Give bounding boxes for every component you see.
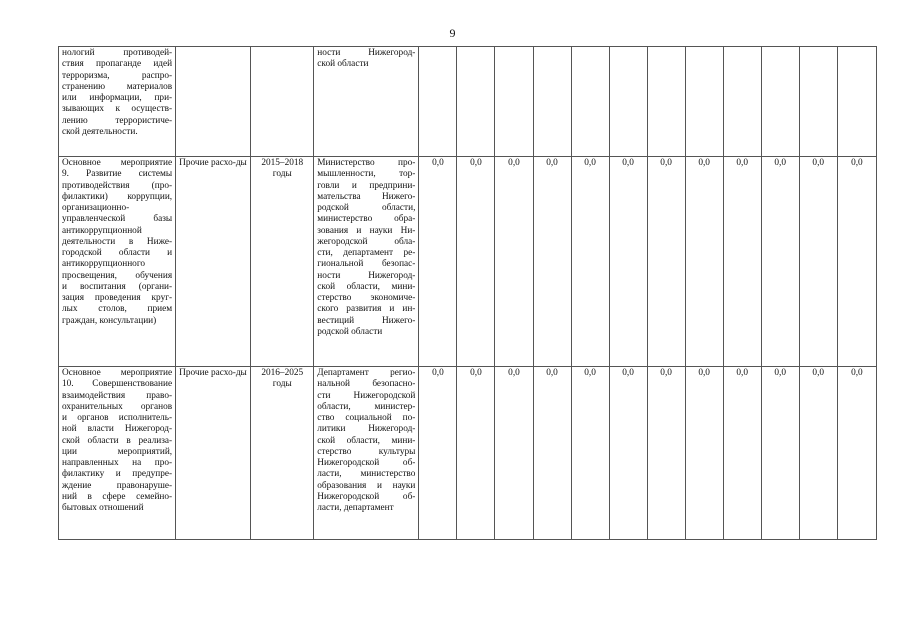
event-description-cell-line: ствия пропаганде идей bbox=[62, 59, 173, 70]
table-row bbox=[59, 47, 877, 157]
executor-cell-line: вестиций Нижего- bbox=[317, 315, 416, 326]
executor-cell-line: ской области, мини- bbox=[317, 435, 416, 446]
event-description-cell-line: и воспитания (органи- bbox=[62, 281, 173, 292]
value-cell bbox=[533, 47, 571, 157]
event-description-cell-line: организационно- bbox=[62, 203, 130, 213]
event-description-cell-line: нологий противодей- bbox=[62, 48, 173, 58]
event-description-cell-line: антикоррупционного bbox=[62, 259, 146, 270]
executor-cell-line: области, министер- bbox=[317, 401, 416, 412]
value-cell: 0,0 bbox=[495, 367, 533, 540]
value-cell: 0,0 bbox=[419, 367, 457, 540]
executor-cell-line: родской области, bbox=[317, 203, 416, 213]
period-cell: 2015–2018 годы bbox=[251, 157, 314, 367]
executor-cell bbox=[314, 367, 419, 540]
executor-cell-line: родской области bbox=[317, 326, 383, 337]
executor-cell-line: сти, департамент ре- bbox=[317, 248, 416, 258]
value-cell: 0,0 bbox=[571, 157, 609, 367]
executor-cell-line: ство социальной по- bbox=[317, 413, 416, 423]
executor-cell-line: ности Нижегород- bbox=[317, 270, 416, 281]
value-cell: 0,0 bbox=[457, 367, 495, 540]
executor-cell-line: мательства Нижего- bbox=[317, 191, 416, 202]
event-description-cell bbox=[59, 47, 176, 157]
page-number: 9 bbox=[449, 26, 456, 40]
executor-cell-line: стерство культуры bbox=[317, 446, 416, 457]
period-cell: 2016–2025 годы bbox=[251, 367, 314, 540]
event-description-cell-line: городской области и bbox=[62, 248, 173, 258]
value-cell: 0,0 bbox=[647, 157, 685, 367]
value-cell: 0,0 bbox=[837, 157, 876, 367]
event-description-cell-line: охранительных органов bbox=[62, 401, 173, 412]
event-description-cell-line: 9. Развитие системы bbox=[62, 169, 173, 180]
event-description-cell-line: зывающих к осуществ- bbox=[62, 104, 173, 115]
value-cell bbox=[837, 47, 876, 157]
value-cell: 0,0 bbox=[723, 367, 761, 540]
event-description-cell-line: Основное мероприятие bbox=[62, 368, 173, 378]
event-description-cell-line: филактику и предупре- bbox=[62, 469, 173, 480]
executor-cell-line: ской области bbox=[317, 59, 369, 70]
executor-cell bbox=[314, 47, 419, 157]
value-cell: 0,0 bbox=[571, 367, 609, 540]
executor-cell-line: говли и предприни- bbox=[317, 180, 416, 191]
value-cell bbox=[571, 47, 609, 157]
value-cell bbox=[761, 47, 799, 157]
value-cell: 0,0 bbox=[457, 157, 495, 367]
executor-cell bbox=[314, 157, 419, 367]
executor-cell-line: Департамент регио- bbox=[317, 368, 416, 378]
event-description-cell-line: или информации, при- bbox=[62, 93, 173, 103]
executor-cell-line: образования и науки bbox=[317, 480, 416, 491]
value-cell bbox=[647, 47, 685, 157]
event-description-cell-line: и органов исполнитель- bbox=[62, 413, 173, 423]
executor-cell-line: ности Нижегород- bbox=[317, 48, 416, 58]
executor-cell-line: зования и науки Ни- bbox=[317, 225, 416, 236]
event-description-cell-line: лых столов, прием bbox=[62, 304, 173, 315]
value-cell bbox=[799, 47, 837, 157]
value-cell: 0,0 bbox=[837, 367, 876, 540]
executor-cell-line: литики Нижегород- bbox=[317, 424, 416, 435]
value-cell: 0,0 bbox=[761, 157, 799, 367]
value-cell bbox=[609, 47, 647, 157]
value-cell: 0,0 bbox=[609, 367, 647, 540]
event-description-cell-line: ждение правонаруше- bbox=[62, 480, 173, 491]
event-description-cell-line: зация проведения круг- bbox=[62, 293, 173, 303]
executor-cell-line: нальной безопасно- bbox=[317, 379, 416, 390]
event-description-cell bbox=[59, 157, 176, 367]
executor-cell-line: жегородской обла- bbox=[317, 236, 416, 247]
event-description-cell-line: бытовых отношений bbox=[62, 503, 144, 513]
event-description-cell-line: управленческой базы bbox=[62, 214, 173, 225]
event-description-cell-line: направленных на про- bbox=[62, 458, 173, 468]
executor-cell-line: ской области, мини- bbox=[317, 281, 416, 292]
event-description-cell-line: граждан, консультации) bbox=[62, 315, 157, 326]
value-cell bbox=[723, 47, 761, 157]
event-description-cell-line: Основное мероприятие bbox=[62, 158, 173, 168]
table-row bbox=[59, 157, 877, 367]
value-cell: 0,0 bbox=[533, 157, 571, 367]
funding-source-cell: Прочие расхо-ды bbox=[176, 157, 251, 367]
event-description-cell-line: взаимодействия право- bbox=[62, 390, 173, 401]
funding-source-cell: Прочие расхо-ды bbox=[176, 367, 251, 540]
executor-cell-line: стерство экономиче- bbox=[317, 293, 416, 303]
executor-cell-line: Нижегородской об- bbox=[317, 491, 416, 502]
event-description-cell-line: противодействия (про- bbox=[62, 180, 173, 191]
value-cell: 0,0 bbox=[685, 367, 723, 540]
executor-cell-line: Нижегородской об- bbox=[317, 458, 416, 468]
event-description-cell-line: ской деятельности. bbox=[62, 126, 138, 137]
event-description-cell-line: ции мероприятий, bbox=[62, 446, 173, 457]
value-cell bbox=[457, 47, 495, 157]
executor-cell-line: гиональной безопас- bbox=[317, 259, 416, 270]
event-description-cell-line: терроризма, распро- bbox=[62, 70, 173, 81]
executor-cell-line: министерство обра- bbox=[317, 214, 416, 225]
event-description-cell-line: антикоррупционной bbox=[62, 225, 142, 236]
event-description-cell-line: просвещения, обучения bbox=[62, 270, 173, 281]
event-description-cell-line: лению террористиче- bbox=[62, 115, 173, 126]
event-description-cell-line: 10. Совершенствование bbox=[62, 379, 173, 390]
value-cell: 0,0 bbox=[799, 157, 837, 367]
value-cell: 0,0 bbox=[609, 157, 647, 367]
event-description-cell bbox=[59, 367, 176, 540]
event-description-cell-line: ской области в реализа- bbox=[62, 435, 173, 446]
executor-cell-line: мышленности, тор- bbox=[317, 169, 416, 180]
value-cell: 0,0 bbox=[647, 367, 685, 540]
event-description-cell-line: странению материалов bbox=[62, 81, 173, 92]
executor-cell-line: сти Нижегородской bbox=[317, 390, 416, 401]
event-description-cell-line: деятельности в Ниже- bbox=[62, 236, 173, 247]
value-cell: 0,0 bbox=[419, 157, 457, 367]
funding-source-cell bbox=[176, 47, 251, 157]
event-description-cell-line: филактики) коррупции, bbox=[62, 191, 173, 202]
value-cell bbox=[495, 47, 533, 157]
executor-cell-line: ского развития и ин- bbox=[317, 304, 416, 315]
table-row bbox=[59, 367, 877, 540]
budget-table bbox=[58, 46, 877, 540]
value-cell bbox=[419, 47, 457, 157]
event-description-cell-line: ний в сфере семейно- bbox=[62, 491, 173, 502]
value-cell: 0,0 bbox=[761, 367, 799, 540]
event-description-cell-line: ной власти Нижегород- bbox=[62, 424, 173, 435]
period-cell bbox=[251, 47, 314, 157]
executor-cell-line: Министерство про- bbox=[317, 158, 416, 168]
value-cell: 0,0 bbox=[685, 157, 723, 367]
value-cell: 0,0 bbox=[495, 157, 533, 367]
executor-cell-line: ласти, министерство bbox=[317, 469, 416, 480]
value-cell: 0,0 bbox=[723, 157, 761, 367]
value-cell: 0,0 bbox=[533, 367, 571, 540]
value-cell: 0,0 bbox=[799, 367, 837, 540]
executor-cell-line: ласти, департамент bbox=[317, 503, 394, 513]
value-cell bbox=[685, 47, 723, 157]
